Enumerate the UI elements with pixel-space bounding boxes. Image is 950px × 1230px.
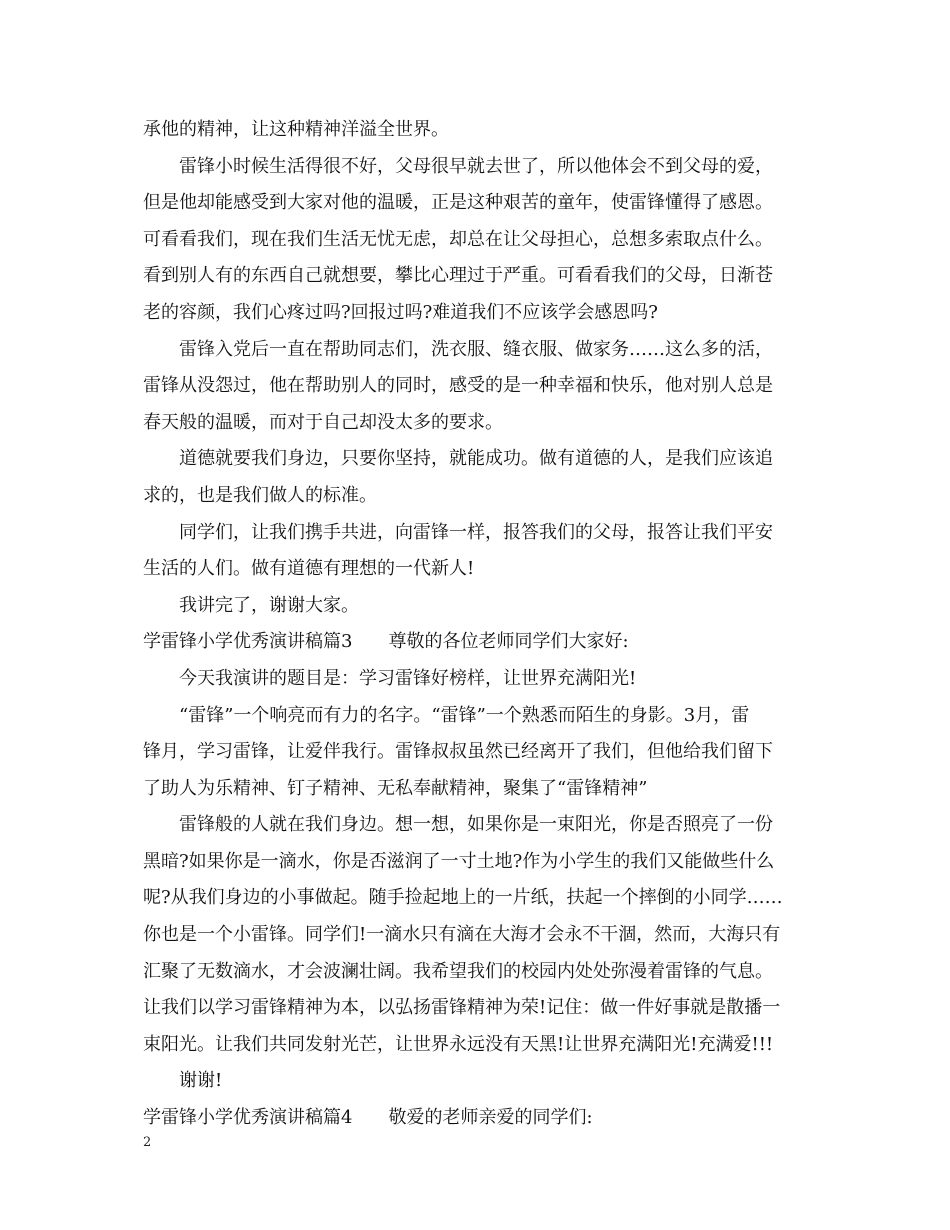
text-line: 求的，也是我们做人的标准。: [143, 484, 377, 506]
body-text: [143, 112, 815, 1137]
text-line: 老的容颜，我们心疼过吗?回报过吗?难道我们不应该学会感恩吗?: [143, 301, 658, 323]
section-heading-greeting: 敬爱的老师亲爱的同学们:: [388, 1107, 593, 1129]
text-line: 了助人为乐精神、钉子精神、无私奉献精神，聚集了“雷锋精神”: [143, 777, 648, 799]
text-line: 雷锋小时候生活得很不好，父母很早就去世了，所以他体会不到父母的爱，: [179, 155, 773, 177]
text-line: 束阳光。让我们共同发射光芒，让世界永远没有天黑!让世界充满阳光!充满爱!!!: [143, 1033, 774, 1055]
section-heading-title: 学雷锋小学优秀演讲稿篇3: [143, 631, 353, 653]
page-number: 2: [143, 1135, 152, 1150]
text-line: 你也是一个小雷锋。同学们!一滴水只有滴在大海才会永不干涸，然而，大海只有: [143, 924, 781, 946]
text-line: 汇聚了无数滴水，才会波澜壮阔。我希望我们的校园内处处弥漫着雷锋的气息。: [143, 960, 773, 982]
text-line: 可看看我们，现在我们生活无忧无虑，却总在让父母担心，总想多索取点什么。: [143, 228, 773, 250]
text-line: 同学们，让我们携手共进，向雷锋一样，报答我们的父母，报答让我们平安: [179, 521, 773, 543]
section-heading-title: 学雷锋小学优秀演讲稿篇4: [143, 1107, 353, 1129]
text-line: 雷锋般的人就在我们身边。想一想，如果你是一束阳光，你是否照亮了一份: [179, 814, 773, 836]
text-line: “雷锋”一个响亮而有力的名字。“雷锋”一个熟悉而陌生的身影。3月，雷: [179, 704, 750, 726]
section-heading: [143, 624, 815, 661]
text-line: 但是他却能感受到大家对他的温暖，正是这种艰苦的童年，使雷锋懂得了感恩。: [143, 192, 773, 214]
text-line: 黑暗?如果你是一滴水，你是否滋润了一寸土地?作为小学生的我们又能做些什么: [143, 850, 775, 872]
text-line: 雷锋从没怨过，他在帮助别人的同时，感受的是一种幸福和快乐，他对别人总是: [143, 375, 773, 397]
section-heading: [143, 1100, 815, 1137]
text-line: 让我们以学习雷锋精神为本，以弘扬雷锋精神为荣!记住：做一件好事就是散播一: [143, 997, 781, 1019]
text-line: 锋月，学习雷锋，让爱伴我行。雷锋叔叔虽然已经离开了我们，但他给我们留下: [143, 741, 773, 763]
text-line: 我讲完了，谢谢大家。: [179, 594, 359, 616]
text-line: 谢谢!: [179, 1070, 223, 1092]
text-line: 春天般的温暖，而对于自己却没太多的要求。: [143, 411, 503, 433]
text-line: 生活的人们。做有道德有理想的一代新人!: [143, 558, 475, 580]
text-line: 呢?从我们身边的小事做起。随手捡起地上的一片纸，扶起一个摔倒的小同学……: [143, 887, 783, 909]
text-line: 今天我演讲的题目是：学习雷锋好榜样，让世界充满阳光!: [179, 667, 637, 689]
text-line: 雷锋入党后一直在帮助同志们，洗衣服、缝衣服、做家务……这么多的活，: [179, 338, 773, 360]
section-heading-greeting: 尊敬的各位老师同学们大家好:: [388, 631, 629, 653]
text-line: 看到别人有的东西自己就想要，攀比心理过于严重。可看看我们的父母，日渐苍: [143, 265, 773, 287]
text-line: 承他的精神，让这种精神洋溢全世界。: [143, 119, 449, 140]
text-line: 道德就要我们身边，只要你坚持，就能成功。做有道德的人，是我们应该追: [179, 448, 773, 470]
